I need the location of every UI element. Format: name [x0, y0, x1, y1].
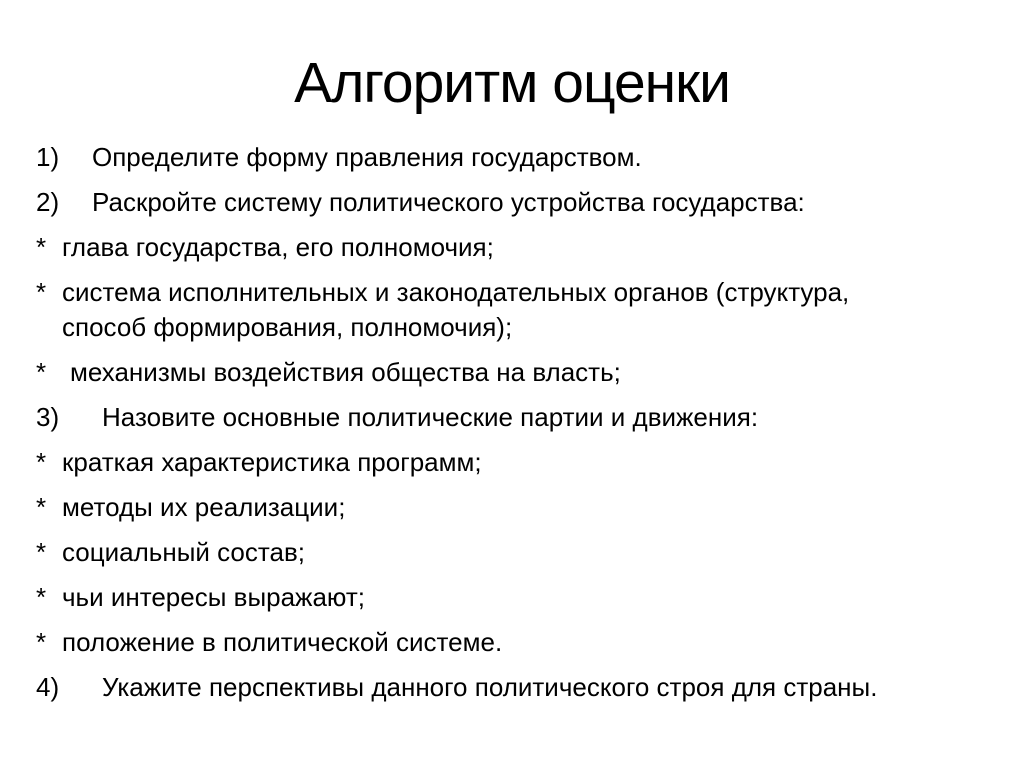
list-item	[36, 185, 924, 220]
list-item-marker: *	[36, 536, 47, 567]
list-item-text: система исполнительных и законодательных органов (структура, способ формирования, полномочия);	[62, 276, 850, 342]
list-item-marker: 3)	[36, 401, 60, 432]
algorithm-list	[0, 140, 1024, 705]
list-item	[36, 355, 924, 390]
list-item-marker: 2)	[36, 186, 60, 217]
list-item-marker: *	[36, 491, 47, 522]
slide-title: Алгоритм оценки	[294, 51, 730, 115]
list-item-marker: *	[36, 276, 47, 307]
list-item	[36, 230, 924, 265]
list-item-marker: *	[36, 626, 47, 657]
list-item	[36, 140, 924, 175]
list-item	[36, 535, 924, 570]
list-item-text: Раскройте систему политического устройства государства:	[92, 186, 805, 217]
list-item-text: глава государства, его полномочия;	[62, 231, 494, 262]
list-item-text: краткая характеристика программ;	[62, 446, 482, 477]
list-item-text: чьи интересы выражают;	[62, 581, 365, 612]
list-item-text: положение в политической системе.	[62, 626, 503, 657]
list-item-text: методы их реализации;	[62, 491, 346, 522]
list-item-text: социальный состав;	[62, 536, 306, 567]
list-item	[36, 625, 924, 660]
list-item	[36, 400, 924, 435]
list-item-marker: 4)	[36, 671, 60, 702]
list-item	[36, 445, 924, 480]
list-item-text: Укажите перспективы данного политического строя для страны.	[102, 671, 878, 702]
list-item-marker: *	[36, 356, 47, 387]
list-item-marker: *	[36, 581, 47, 612]
list-item	[36, 490, 924, 525]
list-item-text: Определите форму правления государством.	[92, 141, 642, 172]
list-item-marker: *	[36, 231, 47, 262]
list-item-text: механизмы воздействия общества на власть;	[70, 356, 621, 387]
list-item	[36, 580, 924, 615]
list-item	[36, 275, 924, 345]
list-item	[36, 670, 924, 705]
list-item-marker: 1)	[36, 141, 60, 172]
list-item-text: Назовите основные политические партии и движения:	[102, 401, 759, 432]
list-item-marker: *	[36, 446, 47, 477]
